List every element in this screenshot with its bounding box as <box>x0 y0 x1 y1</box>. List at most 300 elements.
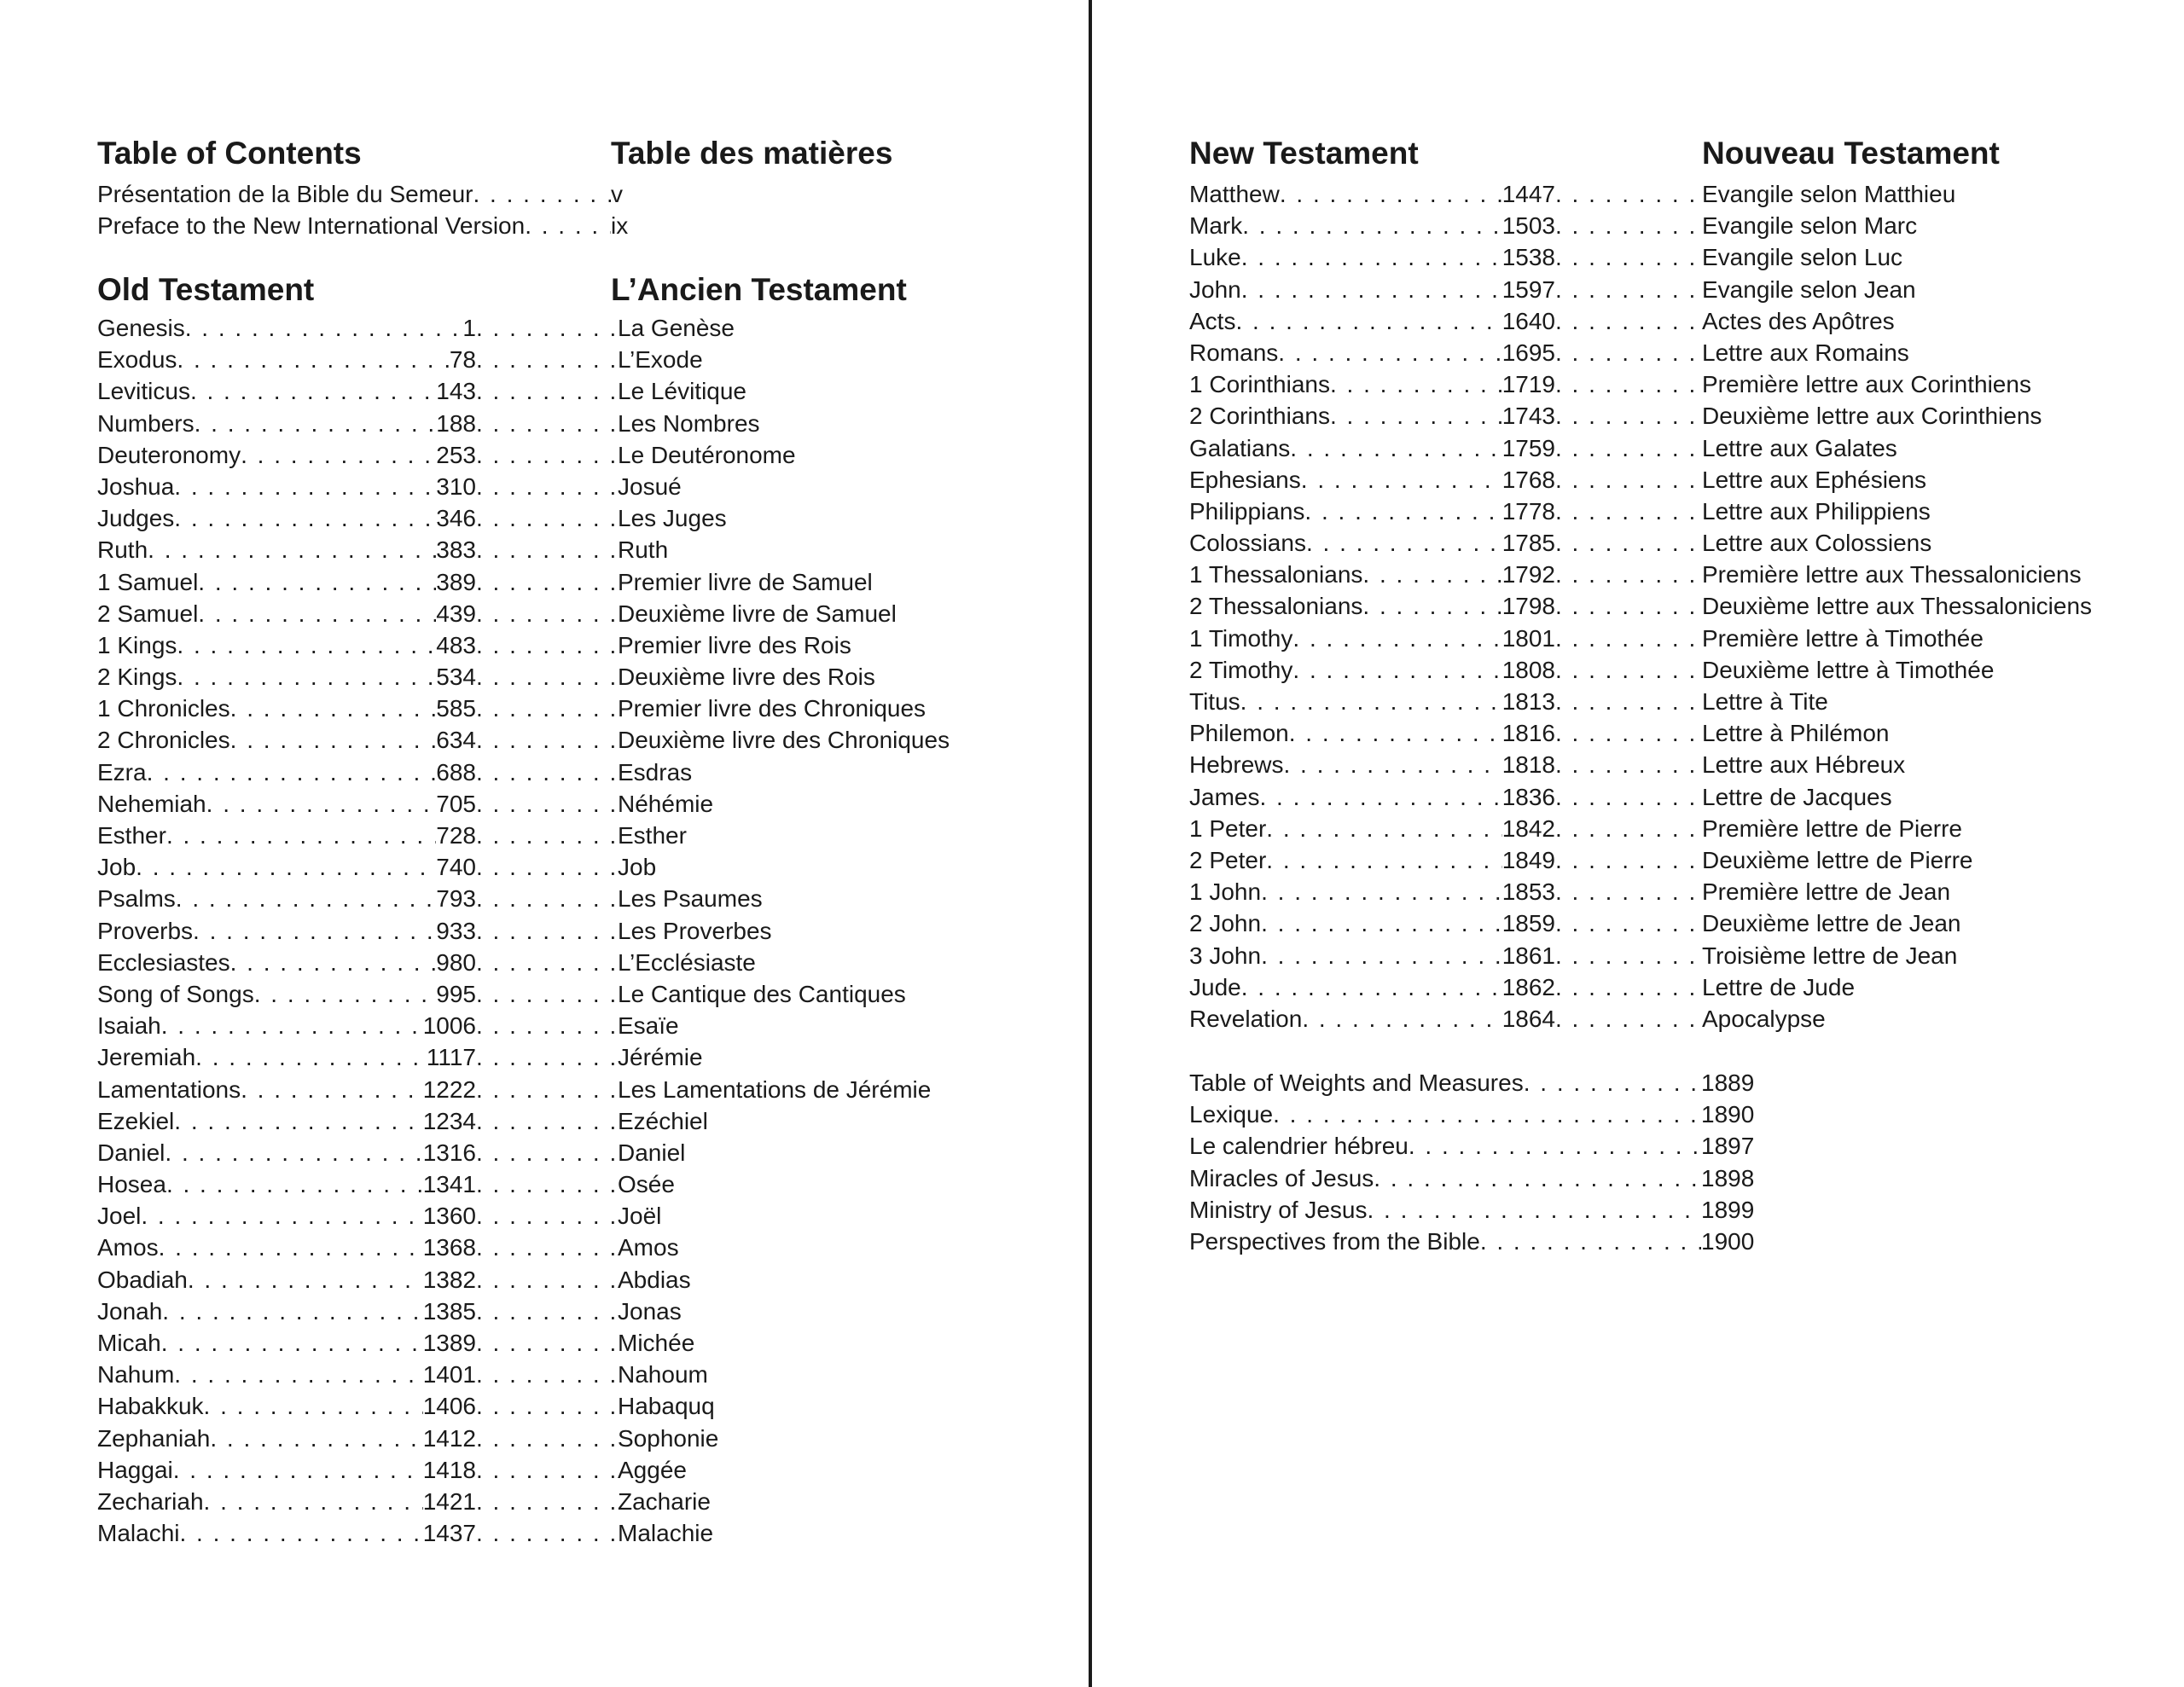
new-testament-list <box>1189 178 2170 1035</box>
dot-leader-mid <box>1555 305 1702 337</box>
book-entry-en <box>97 1010 476 1041</box>
page-number: 1759 <box>1502 434 1555 461</box>
dot-leader <box>1555 337 1702 368</box>
book-row <box>1189 241 2170 273</box>
dot-leader-mid <box>476 1517 618 1549</box>
page-number: 143 <box>436 378 476 405</box>
book-name-fr: Josué <box>618 472 682 500</box>
appendix-row <box>1189 1130 1786 1162</box>
dot-leader <box>177 629 436 661</box>
book-row <box>97 851 1036 883</box>
book-name-en: 1 Samuel <box>97 568 199 595</box>
dot-leader <box>476 598 618 629</box>
dot-leader-mid <box>1555 368 1702 400</box>
book-entry-en <box>97 439 476 471</box>
dot-leader-mid <box>476 1137 618 1168</box>
book-name-fr: La Genèse <box>618 315 735 341</box>
dot-leader <box>476 502 618 534</box>
page-number: 1341 <box>422 1171 476 1198</box>
dot-leader-mid <box>476 693 618 724</box>
book-name-fr: Deuxième lettre aux Thessaloniciens <box>1702 593 2093 620</box>
book-name-en: 1 Timothy <box>1189 624 1293 652</box>
dot-leader <box>1235 305 1502 337</box>
book-name-fr: Lettre aux Philippiens <box>1702 497 1931 525</box>
book-name-en: Zephaniah <box>97 1424 211 1452</box>
book-name-en: Ezra <box>97 758 147 786</box>
dot-leader <box>476 1041 618 1073</box>
dot-leader <box>141 1200 422 1232</box>
book-name-fr: Jonas <box>618 1297 682 1325</box>
dot-leader-mid <box>1555 590 1702 622</box>
page-number: 688 <box>436 758 476 786</box>
book-name-en: Jude <box>1189 973 1241 1000</box>
dot-leader <box>254 978 437 1010</box>
dot-leader <box>1555 432 1702 464</box>
book-entry-en <box>97 502 476 534</box>
book-name-fr: Deuxième livre de Samuel <box>618 600 897 627</box>
dot-leader-mid <box>476 757 618 788</box>
entry-title: Ministry of Jesus <box>1189 1196 1368 1223</box>
book-name-en: Daniel <box>97 1139 166 1166</box>
dot-leader <box>476 534 618 565</box>
book-name-fr: Apocalypse <box>1702 1005 1826 1032</box>
book-row <box>1189 432 2170 464</box>
dot-leader-mid <box>1555 274 1702 305</box>
book-name-en: Joshua <box>97 472 175 500</box>
book-name-en: Song of Songs <box>97 980 254 1007</box>
dot-leader <box>476 312 618 344</box>
page-number: 1695 <box>1502 339 1555 366</box>
dot-leader <box>161 1010 423 1041</box>
dot-leader <box>1555 496 1702 527</box>
dot-leader <box>476 566 618 598</box>
book-entry-en <box>97 1074 476 1105</box>
dot-leader-mid <box>476 1105 618 1137</box>
dot-leader-mid <box>1555 813 1702 844</box>
dot-leader-mid <box>476 471 618 502</box>
page-number: 310 <box>436 472 476 500</box>
dot-leader-mid <box>476 375 618 407</box>
book-entry-en <box>1189 717 1555 749</box>
book-entry-en <box>1189 686 1555 717</box>
page-number: 1368 <box>422 1234 476 1261</box>
book-name-en: Numbers <box>97 409 195 437</box>
page-number: 1813 <box>1502 688 1555 715</box>
dot-leader-mid <box>476 1390 618 1422</box>
book-name-en: Proverbs <box>97 917 194 944</box>
book-name-fr: Première lettre aux Corinthiens <box>1702 371 2031 398</box>
dot-leader-mid <box>476 724 618 756</box>
book-name-fr: Ezéchiel <box>618 1107 708 1134</box>
book-name-en: Revelation <box>1189 1005 1303 1032</box>
appendix-row <box>1189 1067 1786 1099</box>
book-row <box>1189 305 2170 337</box>
dot-leader <box>1524 1067 1701 1099</box>
page-number: 1801 <box>1502 624 1555 652</box>
book-name-fr: Lettre aux Colossiens <box>1702 530 1932 557</box>
book-row <box>97 375 1036 407</box>
book-row <box>97 661 1036 693</box>
book-row <box>97 788 1036 820</box>
book-entry-en <box>97 724 476 756</box>
dot-leader <box>1273 1099 1701 1130</box>
page-number: 1 <box>462 315 476 341</box>
page-number: 483 <box>436 631 476 658</box>
dot-leader <box>476 1486 618 1517</box>
book-entry-en <box>97 1105 476 1137</box>
page-number: v <box>611 181 623 207</box>
book-name-fr: L’Exode <box>618 346 703 374</box>
book-entry-en <box>1189 749 1555 780</box>
book-name-en: Obadiah <box>97 1266 188 1293</box>
book-entry-en <box>1189 368 1555 400</box>
dot-leader <box>1290 432 1502 464</box>
page-number: 1798 <box>1502 593 1555 620</box>
book-name-fr: Lettre à Tite <box>1702 688 1828 715</box>
dot-leader-mid <box>476 820 618 851</box>
book-entry-en <box>1189 305 1555 337</box>
dot-leader <box>161 1327 423 1359</box>
book-row <box>1189 813 2170 844</box>
book-name-en: 2 John <box>1189 910 1262 937</box>
dot-leader-mid <box>476 344 618 375</box>
book-name-fr: Esaïe <box>618 1012 679 1040</box>
dot-leader <box>476 1517 618 1549</box>
page-number: 534 <box>436 664 476 691</box>
book-name-en: Judges <box>97 505 175 532</box>
book-row <box>1189 496 2170 527</box>
dot-leader-mid <box>476 1168 618 1200</box>
dot-leader <box>1555 844 1702 876</box>
book-entry-en <box>97 598 476 629</box>
entry-title: Présentation de la Bible du Semeur <box>97 181 473 207</box>
dot-leader <box>1555 559 1702 590</box>
book-name-en: Jonah <box>97 1297 163 1325</box>
dot-leader-mid <box>1555 940 1702 971</box>
dot-leader <box>476 1390 618 1422</box>
book-name-en: Mark <box>1189 212 1243 240</box>
book-entry-en <box>1189 781 1555 813</box>
page-number: 1818 <box>1502 751 1555 779</box>
dot-leader <box>174 471 436 502</box>
dot-leader <box>147 757 437 788</box>
dot-leader <box>476 629 618 661</box>
front-matter-list <box>97 178 629 241</box>
book-entry-en <box>97 375 476 407</box>
book-name-fr: Deuxième livre des Rois <box>618 664 875 691</box>
dot-leader-mid <box>476 439 618 471</box>
toc-title-fr: Table des matières <box>611 136 893 171</box>
book-row <box>97 598 1036 629</box>
book-name-fr: Abdias <box>618 1266 691 1293</box>
book-name-en: Leviticus <box>97 378 190 405</box>
book-row <box>97 1074 1036 1105</box>
dot-leader-mid <box>1555 844 1702 876</box>
page-number: 1861 <box>1502 942 1555 969</box>
book-name-en: Luke <box>1189 244 1241 271</box>
dot-leader <box>1362 590 1502 622</box>
page-number: 1117 <box>426 1044 476 1071</box>
book-row <box>97 883 1036 914</box>
dot-leader <box>1261 907 1502 939</box>
book-row <box>1189 337 2170 368</box>
book-name-fr: Deuxième lettre de Jean <box>1702 910 1961 937</box>
book-entry-en <box>1189 971 1555 1003</box>
page-number: 705 <box>436 790 476 817</box>
entry-title: Lexique <box>1189 1101 1274 1128</box>
book-entry-en <box>1189 623 1555 654</box>
page-number: 439 <box>436 600 476 627</box>
dot-leader-mid <box>476 1074 618 1105</box>
page-number: 1864 <box>1502 1005 1555 1032</box>
page-number: 1778 <box>1502 497 1555 525</box>
dot-leader <box>206 788 437 820</box>
page-number: 1222 <box>422 1075 476 1103</box>
toc-row <box>97 178 626 210</box>
dot-leader <box>473 178 612 210</box>
book-row <box>1189 274 2170 305</box>
dot-leader-mid <box>476 851 618 883</box>
book-row <box>97 1200 1036 1232</box>
dot-leader <box>1555 241 1702 273</box>
dot-leader <box>476 1010 618 1041</box>
book-name-en: 1 Peter <box>1189 815 1267 842</box>
appendix-row <box>1189 1226 1786 1257</box>
dot-leader-mid <box>1555 876 1702 907</box>
dot-leader <box>476 1264 618 1296</box>
book-name-fr: Première lettre de Jean <box>1702 878 1951 906</box>
dot-leader <box>179 1517 422 1549</box>
dot-leader-mid <box>476 1264 618 1296</box>
book-name-en: Deuteronomy <box>97 441 241 468</box>
dot-leader <box>476 1074 618 1105</box>
dot-leader <box>1480 1226 1701 1257</box>
ot-title-en: Old Testament <box>97 272 315 307</box>
dot-leader <box>476 344 618 375</box>
book-entry-en <box>1189 178 1555 210</box>
dot-leader <box>476 1168 618 1200</box>
book-entry-en <box>97 1454 476 1486</box>
dot-leader <box>174 1105 422 1137</box>
page-number: 1437 <box>422 1520 476 1547</box>
dot-leader <box>1292 654 1502 686</box>
dot-leader <box>476 1105 618 1137</box>
page-number: 389 <box>436 568 476 595</box>
book-row <box>97 978 1036 1010</box>
book-row <box>97 1486 1036 1517</box>
page-number: 78 <box>449 346 476 374</box>
dot-leader <box>1362 559 1502 590</box>
dot-leader <box>476 1296 618 1327</box>
appendix-row <box>1189 1194 1786 1226</box>
dot-leader <box>1555 590 1702 622</box>
book-name-fr: Actes des Apôtres <box>1702 307 1895 334</box>
book-name-fr: Michée <box>618 1330 695 1356</box>
book-row <box>1189 368 2170 400</box>
dot-leader-mid <box>476 408 618 439</box>
book-entry-en <box>97 629 476 661</box>
dot-leader <box>1266 844 1502 876</box>
page-number: 1785 <box>1502 530 1555 557</box>
dot-leader <box>174 502 436 534</box>
dot-leader <box>1301 464 1502 496</box>
book-entry-en <box>1189 496 1555 527</box>
book-entry-en <box>97 1232 476 1263</box>
book-name-fr: Joël <box>618 1203 662 1230</box>
book-entry-en <box>97 851 476 883</box>
page-number: 188 <box>436 409 476 437</box>
page-number: 1597 <box>1502 275 1555 303</box>
book-entry-en <box>97 661 476 693</box>
entry-title: Perspectives from the Bible <box>1189 1227 1480 1255</box>
book-row <box>1189 686 2170 717</box>
book-row <box>1189 210 2170 241</box>
dot-leader-mid <box>476 1232 618 1263</box>
dot-leader-mid <box>476 1454 618 1486</box>
book-row <box>97 312 1036 344</box>
page-number: 1234 <box>422 1107 476 1134</box>
book-entry-en <box>1189 337 1555 368</box>
dot-leader <box>190 375 436 407</box>
page-number: 1900 <box>1701 1227 1755 1255</box>
book-name-fr: Lettre aux Galates <box>1702 434 1897 461</box>
book-row <box>1189 876 2170 907</box>
dot-leader <box>136 851 436 883</box>
appendix-entry <box>1189 1130 1701 1162</box>
dot-leader <box>1555 274 1702 305</box>
dot-leader <box>166 820 436 851</box>
dot-leader <box>185 312 463 344</box>
book-entry-en <box>97 1041 476 1073</box>
page-number: 1890 <box>1701 1101 1755 1128</box>
book-name-fr: Premier livre de Samuel <box>618 568 873 595</box>
dot-leader <box>173 1454 423 1486</box>
page-number: 1816 <box>1502 720 1555 747</box>
book-entry-en <box>1189 432 1555 464</box>
book-name-en: Job <box>97 854 136 881</box>
nt-title-en: New Testament <box>1189 136 1419 171</box>
dot-leader-mid <box>1555 686 1702 717</box>
dot-leader <box>166 1168 423 1200</box>
book-entry-en <box>1189 527 1555 559</box>
book-name-en: 2 Thessalonians <box>1189 593 1363 620</box>
page-number: 728 <box>436 822 476 849</box>
book-row <box>97 1232 1036 1263</box>
book-name-en: Ecclesiastes <box>97 948 230 976</box>
dot-leader <box>1409 1130 1701 1162</box>
book-name-en: Lamentations <box>97 1075 241 1103</box>
page-number: 1382 <box>422 1266 476 1293</box>
dot-leader <box>1555 368 1702 400</box>
appendix-row <box>1189 1162 1786 1194</box>
page-number: ix <box>611 212 629 240</box>
page-number: 1859 <box>1502 910 1555 937</box>
book-entry-en <box>1189 590 1555 622</box>
book-entry-en <box>1189 654 1555 686</box>
dot-leader <box>476 851 618 883</box>
book-name-en: Micah <box>97 1330 161 1356</box>
book-name-en: 1 Thessalonians <box>1189 561 1363 588</box>
dot-leader-mid <box>1555 717 1702 749</box>
book-row <box>97 344 1036 375</box>
book-row <box>97 471 1036 502</box>
dot-leader <box>159 1232 423 1263</box>
book-row <box>97 757 1036 788</box>
page-number: 1447 <box>1502 181 1555 207</box>
dot-leader <box>1555 876 1702 907</box>
dot-leader <box>204 1486 423 1517</box>
book-name-fr: Habaquq <box>618 1393 715 1420</box>
dot-leader-mid <box>1555 749 1702 780</box>
dot-leader-mid <box>476 947 618 978</box>
toc-title-en: Table of Contents <box>97 136 362 171</box>
book-name-fr: Première lettre aux Thessaloniciens <box>1702 561 2082 588</box>
book-name-en: Psalms <box>97 885 176 913</box>
dot-leader-mid <box>1555 400 1702 432</box>
book-row <box>1189 527 2170 559</box>
book-name-fr: Lettre à Philémon <box>1702 720 1890 747</box>
book-row <box>1189 1003 2170 1035</box>
dot-leader <box>198 598 436 629</box>
dot-leader <box>476 375 618 407</box>
book-entry-en <box>97 788 476 820</box>
book-entry-en <box>1189 464 1555 496</box>
page-number: 980 <box>436 948 476 976</box>
book-row <box>1189 940 2170 971</box>
book-row <box>1189 623 2170 654</box>
book-entry-en <box>97 408 476 439</box>
dot-leader <box>1261 876 1502 907</box>
page-number: 1406 <box>422 1393 476 1420</box>
dot-leader <box>1240 686 1502 717</box>
book-name-en: Genesis <box>97 315 185 341</box>
book-row <box>1189 971 2170 1003</box>
page-number: 1503 <box>1502 212 1555 240</box>
book-name-en: 1 Chronicles <box>97 695 230 722</box>
dot-leader <box>1555 623 1702 654</box>
book-entry-en <box>97 757 476 788</box>
dot-leader-mid <box>1555 527 1702 559</box>
dot-leader <box>1266 813 1502 844</box>
book-name-en: 1 John <box>1189 878 1262 906</box>
dot-leader <box>1555 400 1702 432</box>
book-name-fr: Evangile selon Matthieu <box>1702 181 1956 207</box>
book-row <box>1189 400 2170 432</box>
book-row <box>97 820 1036 851</box>
book-name-en: Romans <box>1189 339 1279 366</box>
book-entry-en <box>1189 844 1555 876</box>
toc-row <box>97 210 629 241</box>
dot-leader <box>1374 1162 1701 1194</box>
dot-leader <box>476 915 618 947</box>
book-name-fr: Lettre aux Hébreux <box>1702 751 1906 779</box>
book-name-en: Malachi <box>97 1520 180 1547</box>
dot-leader <box>165 1137 422 1168</box>
book-entry-en <box>1189 559 1555 590</box>
book-row <box>97 408 1036 439</box>
dot-leader-mid <box>1555 496 1702 527</box>
dot-leader-mid <box>476 629 618 661</box>
book-row <box>97 947 1036 978</box>
dot-leader-mid <box>1555 241 1702 273</box>
appendix-entry <box>1189 1099 1701 1130</box>
dot-leader <box>1306 527 1502 559</box>
page-number: 1768 <box>1502 466 1555 493</box>
book-name-en: Matthew <box>1189 181 1280 207</box>
page-number: 740 <box>436 854 476 881</box>
book-row <box>97 1423 1036 1454</box>
book-row <box>1189 654 2170 686</box>
